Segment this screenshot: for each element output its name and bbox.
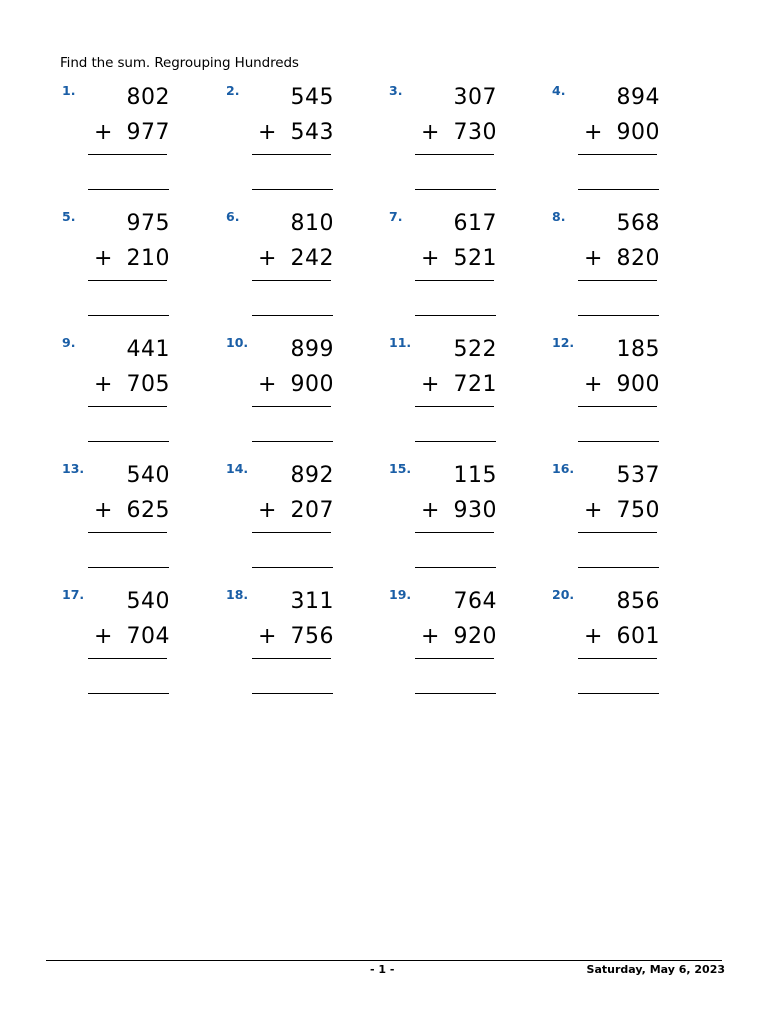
addend-top: 810	[290, 211, 334, 236]
plus-sign: +	[258, 498, 277, 523]
plus-sign: +	[258, 372, 277, 397]
sum-line	[415, 406, 494, 407]
answer-blank[interactable]	[578, 693, 659, 694]
problem-number: 2.	[226, 83, 240, 98]
problem	[389, 587, 529, 697]
addend-top: 802	[126, 85, 170, 110]
plus-sign: +	[584, 624, 603, 649]
problem	[62, 209, 202, 319]
addend-top: 441	[126, 337, 170, 362]
problem-number: 9.	[62, 335, 76, 350]
problem	[389, 461, 529, 571]
problem-number: 19.	[389, 587, 412, 602]
addend-bottom: 820	[616, 246, 660, 271]
sum-line	[252, 154, 331, 155]
problem-number: 17.	[62, 587, 85, 602]
sum-line	[415, 532, 494, 533]
answer-blank[interactable]	[88, 693, 169, 694]
plus-sign: +	[258, 246, 277, 271]
problem-number: 14.	[226, 461, 249, 476]
instructions: Find the sum. Regrouping Hundreds	[60, 55, 299, 71]
addend-top: 764	[453, 589, 497, 614]
plus-sign: +	[584, 246, 603, 271]
addend-bottom: 977	[126, 120, 170, 145]
plus-sign: +	[421, 372, 440, 397]
plus-sign: +	[421, 624, 440, 649]
sum-line	[252, 280, 331, 281]
answer-blank[interactable]	[88, 315, 169, 316]
problem	[62, 83, 202, 193]
answer-blank[interactable]	[415, 189, 496, 190]
addend-bottom: 930	[453, 498, 497, 523]
plus-sign: +	[584, 372, 603, 397]
answer-blank[interactable]	[252, 189, 333, 190]
answer-blank[interactable]	[252, 567, 333, 568]
sum-line	[252, 658, 331, 659]
addend-bottom: 920	[453, 624, 497, 649]
plus-sign: +	[94, 372, 113, 397]
addend-bottom: 900	[290, 372, 334, 397]
answer-blank[interactable]	[578, 567, 659, 568]
problem	[552, 587, 692, 697]
plus-sign: +	[421, 246, 440, 271]
answer-blank[interactable]	[415, 567, 496, 568]
problem	[62, 335, 202, 445]
problem	[552, 335, 692, 445]
addend-bottom: 210	[126, 246, 170, 271]
plus-sign: +	[94, 498, 113, 523]
plus-sign: +	[94, 246, 113, 271]
answer-blank[interactable]	[252, 315, 333, 316]
addend-top: 617	[453, 211, 497, 236]
addend-bottom: 900	[616, 120, 660, 145]
addend-bottom: 601	[616, 624, 660, 649]
addend-top: 540	[126, 589, 170, 614]
addend-bottom: 207	[290, 498, 334, 523]
problem	[226, 209, 366, 319]
plus-sign: +	[584, 498, 603, 523]
plus-sign: +	[258, 120, 277, 145]
page-number: - 1 -	[370, 963, 395, 976]
addend-bottom: 721	[453, 372, 497, 397]
addend-bottom: 705	[126, 372, 170, 397]
plus-sign: +	[94, 120, 113, 145]
problem-number: 10.	[226, 335, 249, 350]
problem-number: 1.	[62, 83, 76, 98]
answer-blank[interactable]	[415, 441, 496, 442]
problem	[226, 461, 366, 571]
addend-top: 568	[616, 211, 660, 236]
addend-bottom: 730	[453, 120, 497, 145]
sum-line	[88, 532, 167, 533]
answer-blank[interactable]	[578, 315, 659, 316]
answer-blank[interactable]	[252, 441, 333, 442]
problem-number: 13.	[62, 461, 85, 476]
sum-line	[578, 154, 657, 155]
problem-number: 7.	[389, 209, 403, 224]
problem-number: 3.	[389, 83, 403, 98]
answer-blank[interactable]	[415, 693, 496, 694]
addend-bottom: 521	[453, 246, 497, 271]
answer-blank[interactable]	[415, 315, 496, 316]
addend-bottom: 543	[290, 120, 334, 145]
sum-line	[415, 658, 494, 659]
sum-line	[252, 532, 331, 533]
sum-line	[578, 532, 657, 533]
sum-line	[88, 406, 167, 407]
sum-line	[88, 658, 167, 659]
plus-sign: +	[421, 498, 440, 523]
addend-bottom: 756	[290, 624, 334, 649]
problem	[62, 461, 202, 571]
problem-number: 4.	[552, 83, 566, 98]
answer-blank[interactable]	[578, 441, 659, 442]
addend-bottom: 900	[616, 372, 660, 397]
addend-top: 307	[453, 85, 497, 110]
addend-top: 894	[616, 85, 660, 110]
addend-top: 537	[616, 463, 660, 488]
sum-line	[415, 280, 494, 281]
addend-top: 545	[290, 85, 334, 110]
problem	[226, 335, 366, 445]
problem-number: 16.	[552, 461, 575, 476]
addend-bottom: 750	[616, 498, 660, 523]
problem-number: 5.	[62, 209, 76, 224]
answer-blank[interactable]	[88, 189, 169, 190]
problem-number: 20.	[552, 587, 575, 602]
addend-top: 522	[453, 337, 497, 362]
problem	[552, 209, 692, 319]
answer-blank[interactable]	[88, 567, 169, 568]
problem	[389, 83, 529, 193]
plus-sign: +	[421, 120, 440, 145]
sum-line	[252, 406, 331, 407]
problem-number: 15.	[389, 461, 412, 476]
problem	[552, 461, 692, 571]
answer-blank[interactable]	[578, 189, 659, 190]
addend-bottom: 704	[126, 624, 170, 649]
problem	[389, 209, 529, 319]
sum-line	[578, 406, 657, 407]
problem-number: 6.	[226, 209, 240, 224]
footer-date: Saturday, May 6, 2023	[586, 963, 725, 976]
problem	[226, 587, 366, 697]
addend-top: 185	[616, 337, 660, 362]
problem-number: 18.	[226, 587, 249, 602]
answer-blank[interactable]	[252, 693, 333, 694]
problem	[226, 83, 366, 193]
addend-top: 540	[126, 463, 170, 488]
addend-top: 856	[616, 589, 660, 614]
answer-blank[interactable]	[88, 441, 169, 442]
footer-divider	[46, 960, 722, 961]
addend-top: 975	[126, 211, 170, 236]
plus-sign: +	[258, 624, 277, 649]
plus-sign: +	[584, 120, 603, 145]
problem-number: 11.	[389, 335, 412, 350]
sum-line	[88, 154, 167, 155]
addend-top: 311	[290, 589, 334, 614]
problem-number: 8.	[552, 209, 566, 224]
addend-top: 899	[290, 337, 334, 362]
sum-line	[415, 154, 494, 155]
addend-bottom: 625	[126, 498, 170, 523]
problem-number: 12.	[552, 335, 575, 350]
problem	[389, 335, 529, 445]
sum-line	[578, 658, 657, 659]
problem	[552, 83, 692, 193]
addend-top: 115	[453, 463, 497, 488]
addend-top: 892	[290, 463, 334, 488]
problem	[62, 587, 202, 697]
addend-bottom: 242	[290, 246, 334, 271]
sum-line	[88, 280, 167, 281]
sum-line	[578, 280, 657, 281]
plus-sign: +	[94, 624, 113, 649]
